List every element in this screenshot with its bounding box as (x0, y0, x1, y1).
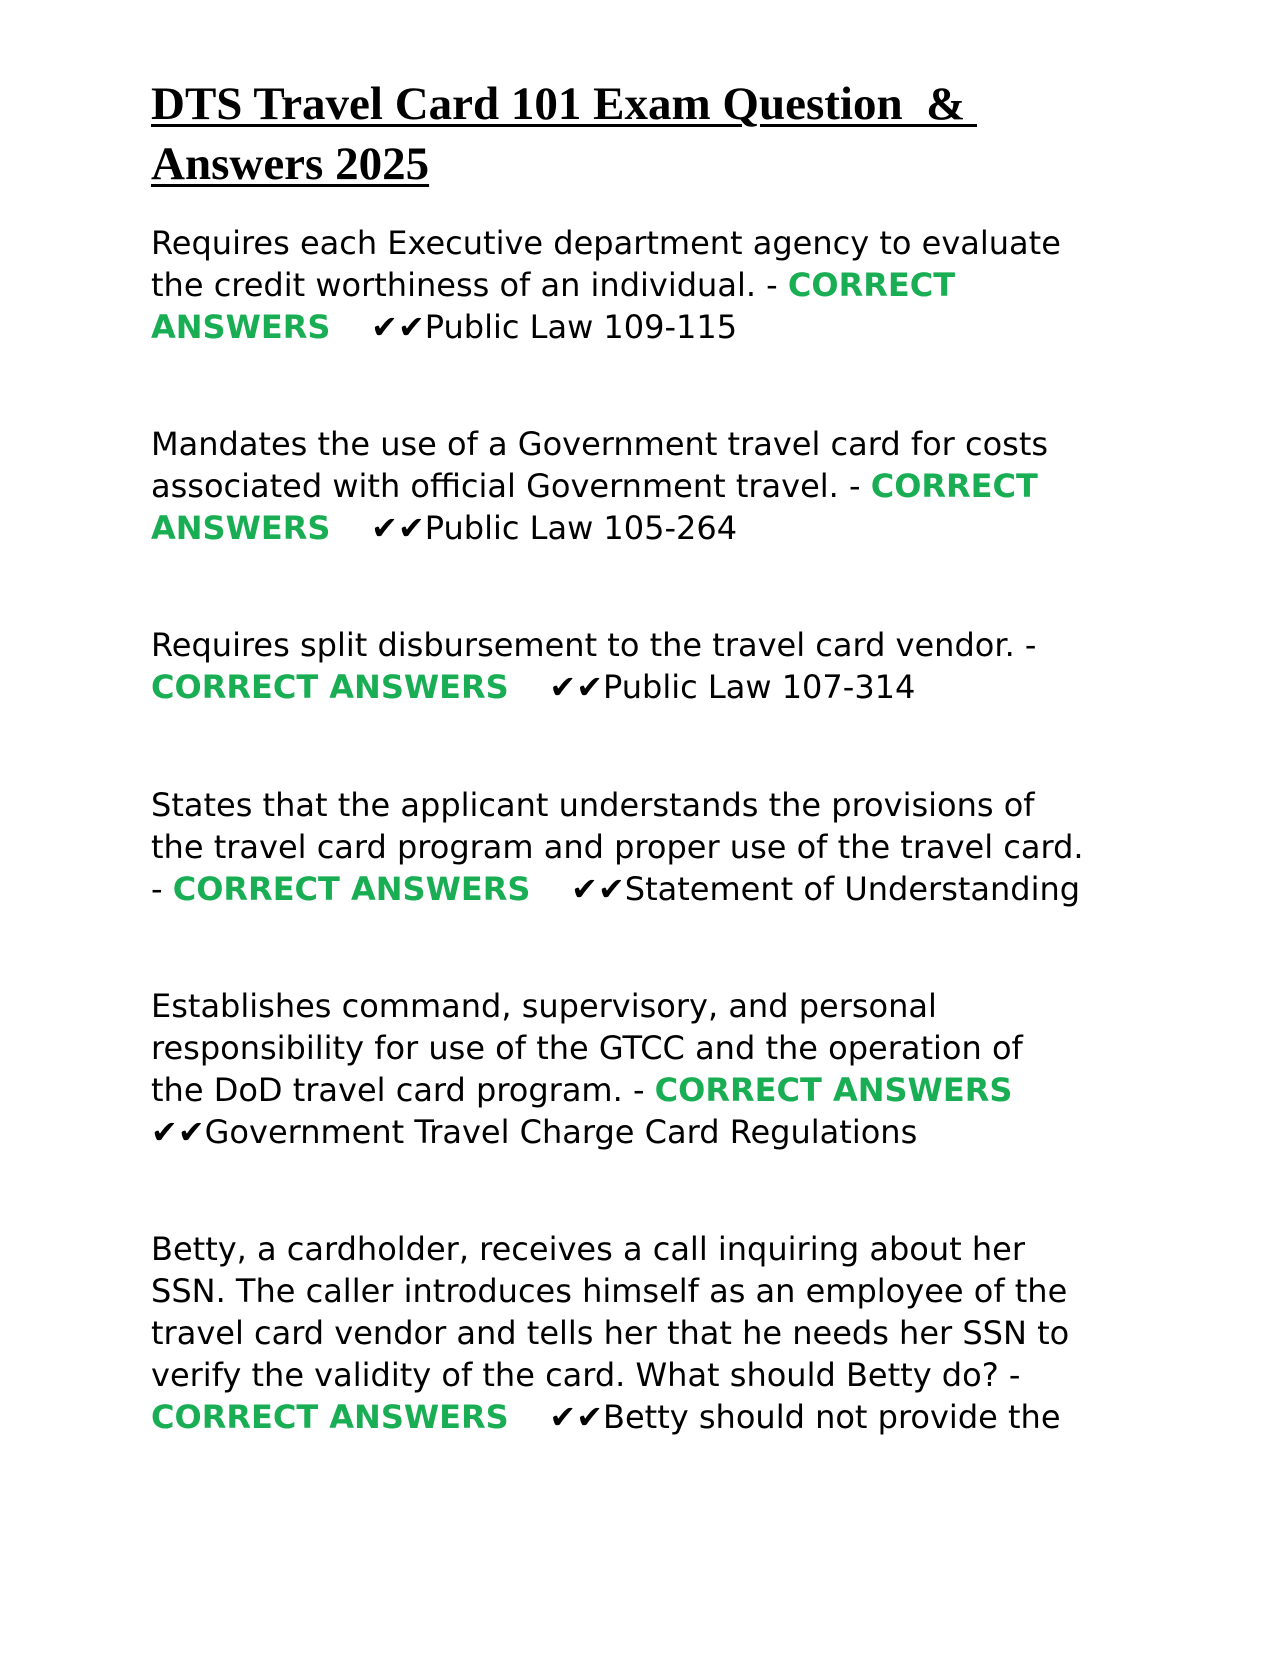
checkmark-icon: ✔✔ (371, 308, 425, 346)
correct-answer-label: CORRECT ANSWERS (151, 1398, 509, 1436)
correct-answer-label: CORRECT (787, 266, 956, 304)
question-text: the DoD travel card program. - (151, 1071, 655, 1109)
checkmark-icon: ✔✔ (571, 870, 625, 908)
correct-answer-label: CORRECT ANSWERS (151, 668, 509, 706)
answer-text: Government Travel Charge Card Regulations (204, 1113, 918, 1151)
qa-item-3 (151, 624, 1151, 708)
question-text: verify the validity of the card. What should Betty do? - (151, 1356, 1021, 1394)
document-title (151, 74, 1131, 194)
correct-answer-label: CORRECT (870, 467, 1038, 505)
qa-item-5 (151, 985, 1151, 1153)
question-text: the travel card program and proper use of the travel card. (151, 828, 1084, 866)
question-text: Requires split disbursement to the travel card vendor. - (151, 626, 1037, 664)
checkmark-icon: ✔✔ (371, 509, 425, 547)
question-text: States that the applicant understands the provisions of (151, 786, 1035, 824)
question-text: Requires each Executive department agency to evaluate (151, 224, 1061, 262)
answer-text: Statement of Understanding (624, 870, 1081, 908)
question-text: responsibility for use of the GTCC and the operation of (151, 1029, 1023, 1067)
title-line-1: DTS Travel Card 101 Exam Question & (151, 78, 978, 130)
answer-text: Public Law 107-314 (603, 668, 916, 706)
answer-text: Public Law 109-115 (424, 308, 738, 346)
qa-item-1 (151, 222, 1151, 348)
checkmark-icon: ✔✔ (549, 1398, 604, 1436)
question-text: travel card vendor and tells her that he needs her SSN to (151, 1314, 1070, 1352)
question-text: associated with official Government travel. - (151, 467, 871, 505)
answer-text: Betty should not provide the (603, 1398, 1061, 1436)
title-line-2: Answers 2025 (151, 138, 430, 190)
correct-answer-label: CORRECT ANSWERS (654, 1071, 1013, 1109)
qa-item-4 (151, 784, 1151, 910)
correct-answer-label: ANSWERS (151, 308, 331, 346)
question-text: the credit worthiness of an individual. - (151, 266, 788, 304)
question-text: Establishes command, supervisory, and personal (151, 987, 937, 1025)
answer-text: Public Law 105-264 (424, 509, 738, 547)
question-text: - (151, 870, 173, 908)
qa-item-2 (151, 423, 1151, 549)
correct-answer-label: ANSWERS (151, 509, 331, 547)
correct-answer-label: CORRECT ANSWERS (172, 870, 531, 908)
checkmark-icon: ✔✔ (549, 668, 604, 706)
question-text: SSN. The caller introduces himself as an employee of the (151, 1272, 1068, 1310)
qa-item-6 (151, 1228, 1151, 1438)
question-text: Mandates the use of a Government travel card for costs (151, 425, 1049, 463)
question-text: Betty, a cardholder, receives a call inquiring about her (151, 1230, 1025, 1268)
checkmark-icon: ✔✔ (151, 1113, 205, 1151)
